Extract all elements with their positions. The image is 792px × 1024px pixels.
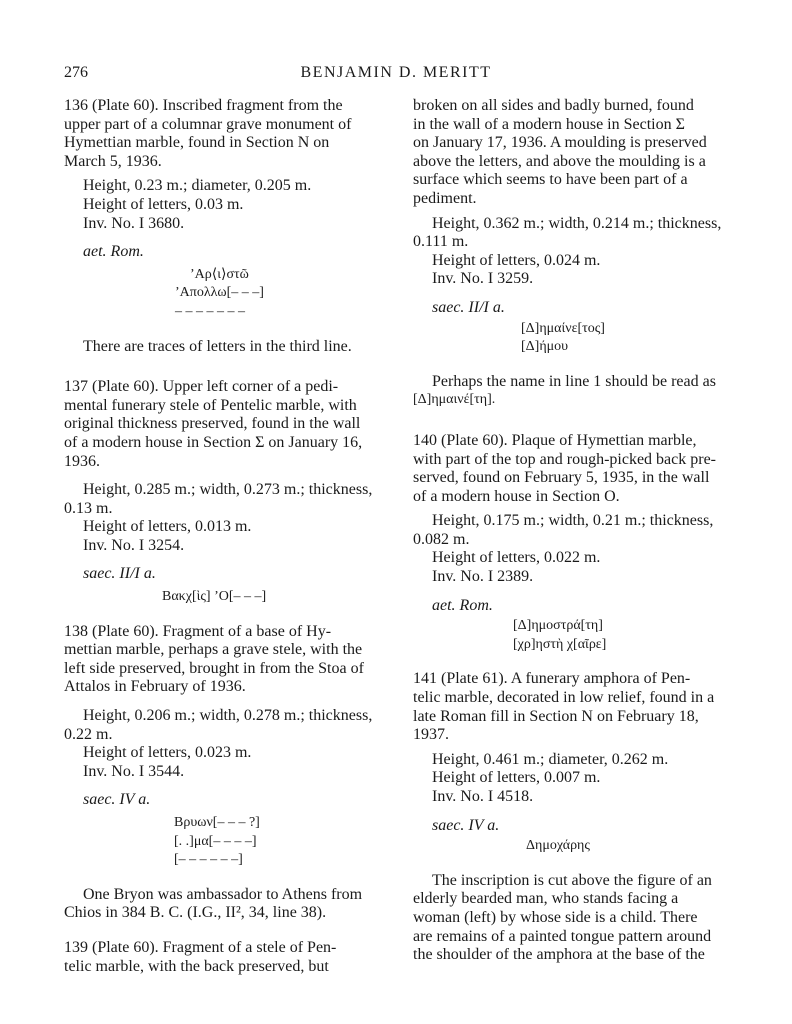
entry-140-date: aet. Rom. bbox=[432, 596, 493, 614]
entry-137-dims bbox=[64, 481, 380, 555]
inscription-line: [χρ]ηστὴ χ[αῖρε] bbox=[513, 636, 607, 652]
inscription-line: Βακχ[ὶς] ʼΟ[– – –] bbox=[162, 589, 267, 605]
text-line: [Δ]ημαινέ[τη]. bbox=[413, 392, 496, 408]
text-line: 141 (Plate 61). A funerary amphora of Pen- bbox=[413, 670, 691, 688]
text-line: 140 (Plate 60). Plaque of Hymettian marble, bbox=[413, 431, 697, 449]
text-line: mettian marble, perhaps a grave stele, with the bbox=[64, 641, 363, 659]
dimension-line: Height of letters, 0.013 m. bbox=[83, 518, 252, 536]
running-title: BENJAMIN D. MERITT bbox=[300, 64, 492, 81]
text-line: original thickness preserved, found in the wall bbox=[64, 415, 361, 433]
text-line: 136 (Plate 60). Inscribed fragment from the bbox=[64, 97, 343, 114]
text-line: upper part of a columnar grave monument of bbox=[64, 115, 352, 133]
text-line: in the wall of a modern house in Section Σ bbox=[413, 115, 685, 133]
text-line: 1936. bbox=[64, 452, 100, 470]
dimension-line: Height, 0.461 m.; diameter, 0.262 m. bbox=[432, 750, 669, 768]
text-line: on January 17, 1936. A moulding is preserved bbox=[413, 134, 707, 152]
dimension-line: Height, 0.175 m.; width, 0.21 m.; thickness, bbox=[432, 512, 714, 530]
dimension-line: Height, 0.362 m.; width, 0.214 m.; thickness, bbox=[432, 214, 722, 232]
left-column bbox=[64, 97, 380, 976]
entry-138-date: saec. IV a. bbox=[83, 791, 151, 809]
entry-141-note bbox=[413, 872, 729, 965]
text-line: woman (left) by whose side is a child. There bbox=[413, 908, 698, 926]
text-line: the shoulder of the amphora at the base of the bbox=[413, 946, 705, 964]
dimension-line: Height of letters, 0.007 m. bbox=[432, 769, 601, 787]
entry-138-inscription bbox=[64, 814, 380, 870]
text-line: Hymettian marble, found in Section N on bbox=[64, 134, 330, 152]
dimension-line: Height, 0.206 m.; width, 0.278 m.; thickness, bbox=[83, 707, 373, 725]
text-line: of a modern house in Section O. bbox=[413, 487, 620, 505]
inventory-line: Inv. No. I 2389. bbox=[432, 568, 534, 586]
text-line: 138 (Plate 60). Fragment of a base of Hy- bbox=[64, 622, 332, 640]
entry-141-lead bbox=[413, 670, 729, 744]
entry-137-lead bbox=[64, 378, 380, 471]
entry-137 bbox=[64, 378, 380, 607]
entry-138-dims bbox=[64, 707, 380, 781]
entry-138-note bbox=[64, 886, 380, 923]
entry-139-continued bbox=[413, 97, 729, 410]
entry-139-dims bbox=[413, 215, 729, 289]
inventory-line: Inv. No. I 3254. bbox=[83, 536, 185, 554]
entry-136-date: aet. Rom. bbox=[83, 243, 144, 261]
text-line: above the letters, and above the moulding is a bbox=[413, 152, 706, 170]
dimension-line: Height, 0.285 m.; width, 0.273 m.; thickness, bbox=[83, 481, 373, 499]
inventory-line: Inv. No. I 3680. bbox=[83, 214, 185, 232]
text-line: broken on all sides and badly burned, found bbox=[413, 97, 694, 114]
inventory-line: Inv. No. I 3259. bbox=[432, 270, 534, 288]
entry-136-note: There are traces of letters in the third line. bbox=[83, 337, 352, 355]
entry-139 bbox=[64, 939, 380, 976]
entry-140-dims bbox=[413, 512, 729, 586]
inscription-line: [– – – – – –] bbox=[174, 852, 243, 868]
entry-137-date: saec. II/I a. bbox=[83, 565, 156, 583]
text-line: with part of the top and rough-picked back pre- bbox=[413, 450, 717, 468]
text-line: The inscription is cut above the figure of an bbox=[432, 871, 712, 889]
dimension-line: Height of letters, 0.024 m. bbox=[432, 251, 601, 269]
text-line: Attalos in February of 1936. bbox=[64, 678, 246, 696]
dimension-line: 0.082 m. bbox=[413, 530, 470, 548]
text-line: of a modern house in Section Σ on January 16, bbox=[64, 433, 363, 451]
dimension-line: Height of letters, 0.023 m. bbox=[83, 744, 252, 762]
text-line: late Roman fill in Section N on February 18, bbox=[413, 707, 699, 725]
text-line: telic marble, with the back preserved, but bbox=[64, 957, 329, 975]
dimension-line: 0.13 m. bbox=[64, 499, 113, 517]
inscription-line: [Δ]ημαίνε[τος] bbox=[521, 320, 605, 336]
dimension-line: 0.111 m. bbox=[413, 233, 469, 251]
entry-139-text bbox=[413, 97, 729, 209]
text-line: Chios in 384 B. C. (I.G., II², 34, line 38). bbox=[64, 904, 327, 922]
text-line: March 5, 1936. bbox=[64, 152, 162, 170]
text-line: pediment. bbox=[413, 189, 477, 207]
entry-141-dims bbox=[413, 751, 729, 807]
text-line: telic marble, decorated in low relief, found in a bbox=[413, 689, 715, 707]
inscription-line: ʼΑρ⟨ι⟩στῶ bbox=[190, 266, 249, 282]
inscription-line: [. .]μα[– – – –] bbox=[174, 833, 257, 849]
entry-141-date: saec. IV a. bbox=[432, 816, 500, 834]
entry-136-dims bbox=[64, 177, 380, 233]
entry-136 bbox=[64, 97, 380, 356]
text-line: One Bryon was ambassador to Athens from bbox=[83, 885, 363, 903]
dimension-line: 0.22 m. bbox=[64, 725, 113, 743]
entry-139-inscription bbox=[413, 320, 729, 357]
entry-141-inscription bbox=[413, 837, 729, 856]
entry-141 bbox=[413, 670, 729, 964]
entry-139-lead bbox=[64, 939, 380, 976]
dimension-line: Height, 0.23 m.; diameter, 0.205 m. bbox=[83, 177, 312, 195]
entry-140-lead bbox=[413, 432, 729, 506]
text-line: elderly bearded man, who stands facing a bbox=[413, 890, 679, 908]
inscription-line: ʼΑπολλω[– – –] bbox=[175, 285, 264, 301]
inscription-line: – – – – – – – bbox=[175, 303, 245, 319]
entry-137-inscription bbox=[64, 588, 380, 607]
inscription-line: Βρυων[– – – ?] bbox=[174, 815, 260, 830]
entry-136-lead bbox=[64, 97, 380, 171]
text-line: are remains of a painted tongue pattern around bbox=[413, 927, 712, 945]
entry-136-inscription bbox=[64, 266, 380, 322]
entry-138-lead bbox=[64, 623, 380, 697]
entry-140 bbox=[413, 432, 729, 655]
text-line: 1937. bbox=[413, 726, 449, 744]
entry-138 bbox=[64, 623, 380, 923]
entry-139-note bbox=[413, 373, 729, 410]
text-line: surface which seems to have been part of a bbox=[413, 171, 688, 189]
entry-139-date: saec. II/I a. bbox=[432, 298, 505, 316]
text-line: 139 (Plate 60). Fragment of a stele of Pen- bbox=[64, 938, 337, 956]
text-line: 137 (Plate 60). Upper left corner of a pedi- bbox=[64, 378, 339, 396]
text-line: left side preserved, brought in from the Stoa of bbox=[64, 659, 364, 677]
entry-140-inscription bbox=[413, 617, 729, 654]
dimension-line: Height of letters, 0.03 m. bbox=[83, 195, 244, 213]
right-column bbox=[413, 97, 729, 965]
text-line: served, found on February 5, 1935, in the wall bbox=[413, 469, 710, 487]
dimension-line: Height of letters, 0.022 m. bbox=[432, 549, 601, 567]
inventory-line: Inv. No. I 4518. bbox=[432, 788, 534, 805]
inscription-line: Δημοχάρης bbox=[526, 838, 590, 854]
inscription-line: [Δ]ήμου bbox=[521, 339, 569, 355]
page-number: 276 bbox=[64, 64, 88, 81]
inventory-line: Inv. No. I 3544. bbox=[83, 762, 185, 780]
text-line: Perhaps the name in line 1 should be read as bbox=[432, 372, 716, 390]
inscription-line: [Δ]ημοστρά[τη] bbox=[513, 618, 603, 634]
text-line: mental funerary stele of Pentelic marble, with bbox=[64, 396, 357, 414]
